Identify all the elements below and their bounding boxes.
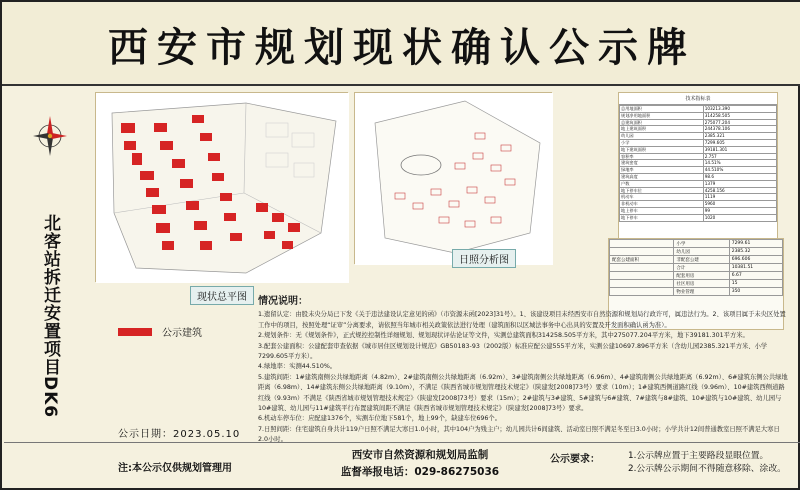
stats-row [620, 119, 777, 126]
sunlight-analysis-map [354, 92, 552, 264]
description-item: 7.日照间距：住宅建筑自身共计119户日照不满足大寒日1.0小时，其中104户为残主户；幼儿园共计6间建筑、活动室日照不满足冬至日3.0小时；小学共计12间普通教室日照不满足大寒日2.0小时。 [258, 425, 780, 444]
stats-value: 14.51% [703, 160, 776, 167]
stats-label: 户数 [620, 180, 704, 187]
stats-row [620, 106, 777, 113]
stats-row [620, 180, 777, 187]
facility-group: 配套公建面积 [610, 256, 674, 264]
stats-value: 39181.301 [703, 146, 776, 153]
stats-label: 地下停车位 [620, 187, 704, 194]
facility-row [610, 248, 783, 256]
facility-value: 10381.51 [729, 264, 782, 272]
stats-value: 7299.605 [703, 139, 776, 146]
stats-label: 规划净用地面积 [620, 112, 704, 119]
stats-row [620, 139, 777, 146]
facility-row [610, 288, 783, 296]
stats-row [620, 201, 777, 208]
stats-row [620, 146, 777, 153]
facility-value: 15 [729, 280, 782, 288]
facility-group [610, 240, 674, 248]
supervisor-name: 西安市自然资源和规划局监制 [351, 449, 489, 461]
facility-label: 物业管理 [674, 288, 729, 296]
stats-value: 2385.321 [703, 133, 776, 140]
notice-label: 公示要求： [550, 454, 600, 465]
description-item: 3.配套公建面积：公建配套审查依据《城市居住区规划设计规范》GB50183-93（2002版）标准应配公建555平方米，实测公建10697.896平方米（含幼儿园2385.321平方米、小学7299.605平方米）。 [258, 342, 768, 361]
usage-note: 注:本公示仅供规划管理用 [118, 463, 232, 474]
stats-value: 1379 [703, 180, 776, 187]
site-plan-map [95, 92, 348, 282]
stats-row [620, 133, 777, 140]
stats-label: 非机动车 [620, 201, 704, 208]
facility-row [610, 280, 783, 288]
stats-row [620, 214, 777, 221]
stats-value: 5960 [703, 201, 776, 208]
stats-row [620, 173, 777, 180]
description-item: 6.机动车停车位：应配建1376个，实测车位地下581个，地上99个，缺建车位696个。 [258, 415, 501, 423]
legend-swatch [118, 328, 152, 336]
description-item: 5.建筑间距：1#建筑南侧公共绿地距离（4.82m）、2#建筑南侧公共绿地距离（6.92m）、3#建筑南侧公共绿地距离（6.96m）、4#建筑南侧公共绿地距离（6.92m）、6#建筑东侧公共绿地距离（6.98m）、14#建筑东侧公共绿地距离（9.10m），不满足《陕西省城市规划管理技术规定》（陕建发[2008]73号）要求（10m）；1#建筑西侧道路红线（9.96m）、10#建筑西侧道路红线（9.93m）不满足《陕西省城市规划管理技术规定》（陕建发[2008]73号）要求（15m）；2#建筑与3#建筑、5#建筑与6#建筑、7#建筑与8#建筑、10#建筑与10#建筑、幼儿园与10#建筑、幼儿园与11#建筑平行布置建筑间距不满足《陕西省城市规划管理技术规定》（陕建发[2008]73号）要求。 [258, 373, 788, 413]
description-item: 4.绿地率：实测44.510%。 [258, 363, 337, 371]
stats-label: 建筑密度 [620, 160, 704, 167]
facility-row [610, 256, 783, 264]
situation-description [258, 296, 788, 444]
stats-label: 总建筑面积 [620, 119, 704, 126]
stats-label: 容积率 [620, 153, 704, 160]
sunlight-analysis-drawing [355, 93, 553, 265]
facility-group [610, 288, 674, 296]
stats-label: 总用地面积 [620, 106, 704, 113]
board-title: 西安市规划现状确认公示牌 [108, 24, 696, 71]
stats-value: 4258.156 [703, 187, 776, 194]
facility-row [610, 272, 783, 280]
footer-divider [4, 442, 800, 443]
stats-value: 103213.390 [703, 106, 776, 113]
facility-label: 小学 [674, 240, 729, 248]
stats-row [620, 167, 777, 174]
stats-row [620, 160, 777, 167]
legend-label: 公示建筑 [162, 328, 202, 339]
supervisor-block [320, 447, 520, 481]
stats-label: 地上建筑面积 [620, 126, 704, 133]
facility-group [610, 280, 674, 288]
facility-value: 7299.61 [729, 240, 782, 248]
compass-icon [30, 112, 70, 164]
stats-label: 幼儿园 [620, 133, 704, 140]
stats-value: 314258.505 [703, 112, 776, 119]
facility-label: 合计 [674, 264, 729, 272]
stats-value: 99 [703, 207, 776, 214]
facility-label: 社区用房 [674, 280, 729, 288]
stats-label: 地上停车 [620, 207, 704, 214]
facility-table [609, 239, 783, 296]
facility-label: 非配套公建 [674, 256, 729, 264]
stats-value: 244378.106 [703, 126, 776, 133]
stats-label: 地下停车 [620, 214, 704, 221]
stats-row [620, 187, 777, 194]
facility-label: 幼儿园 [674, 248, 729, 256]
description-item: 1.遗留认定：由股未央分局已下发《关于违法建设认定意见的函》（市资源未函[2023]31号）。1、该建设项目未经西安市自然资源和规划局行政许可，属违法行为。2、该项目属于未央区处置工作中的项目，按照处理“证审”分离要求，请依照当年城市相关政策依法进行处理（建筑面积以区城法事务中心出具的安置及开发面积确认函为准）。 [258, 311, 786, 329]
stats-value: 2.757 [703, 153, 776, 160]
stats-value: 44.510% [703, 167, 776, 174]
stats-value: 1119 [703, 194, 776, 201]
facility-row [610, 240, 783, 248]
stats-value: 98.6 [703, 173, 776, 180]
facility-value: 2385.32 [729, 248, 782, 256]
facility-label: 配套用房 [674, 272, 729, 280]
stats-row [620, 112, 777, 119]
description-item: 2.规划条件：无《规划条件》，正式规控控制性详细规划、规划现状评估论证等文件，实测总建筑面积314258.505平方米，其中275077.204平方米，地下39181.301平方米。 [258, 332, 749, 340]
notice-item: 1.公示牌应置于主要路段显眼位置。 [628, 451, 769, 461]
site-plan-drawing [96, 93, 349, 283]
facility-group [610, 264, 674, 272]
sunlight-caption: 日照分析图 [452, 249, 516, 268]
notice-items [628, 450, 786, 476]
stats-label: 地下建筑面积 [620, 146, 704, 153]
site-plan-caption: 现状总平图 [190, 286, 254, 305]
stats-label: 建筑高度 [620, 173, 704, 180]
stats-row [620, 194, 777, 201]
facility-value: 696.606 [729, 256, 782, 264]
description-title: 情况说明： [258, 296, 308, 307]
stats-row [620, 153, 777, 160]
facility-group [610, 272, 674, 280]
stats-table [619, 105, 777, 222]
publicity-date: 公示日期：2023.05.10 [118, 429, 241, 440]
stats-label: 机动车 [620, 194, 704, 201]
stats-row [620, 207, 777, 214]
stats-label: 绿地率 [620, 167, 704, 174]
stats-table-title: 技术指标表 [619, 93, 777, 105]
stats-value: 1020 [703, 214, 776, 221]
project-name: 北客站拆迁安置项目DK6 [40, 214, 60, 419]
stats-label: 小学 [620, 139, 704, 146]
facility-row [610, 264, 783, 272]
stats-row [620, 126, 777, 133]
facility-value: 6.67 [729, 272, 782, 280]
stats-value: 275077.204 [703, 119, 776, 126]
notice-item: 2.公示牌公示期间不得随意移除、涂改。 [628, 464, 786, 474]
facility-group [610, 248, 674, 256]
report-hotline: 监督举报电话：029-86275036 [340, 466, 500, 478]
legend [118, 324, 202, 339]
facility-value: 350 [729, 288, 782, 296]
title-band [2, 2, 800, 86]
